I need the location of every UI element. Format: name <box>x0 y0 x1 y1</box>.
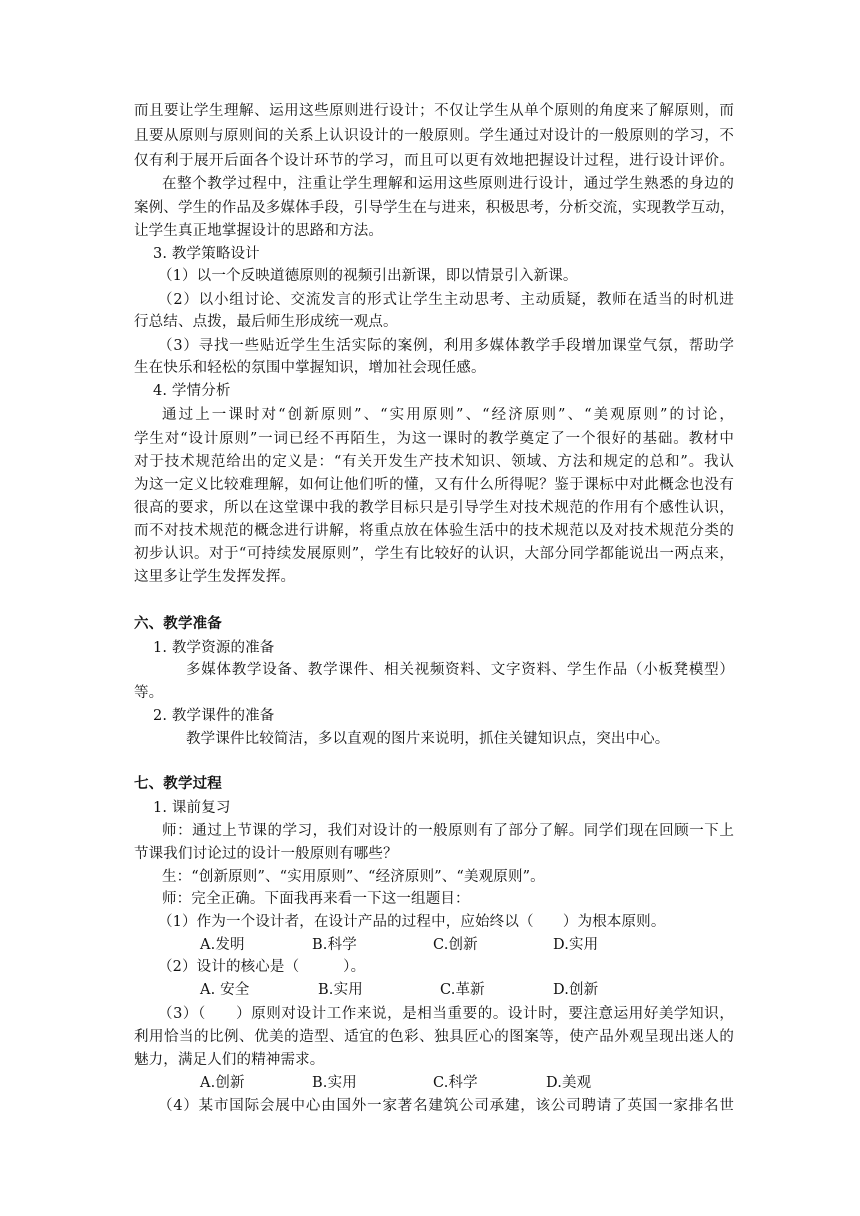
dialogue-line: 师：完全正确。下面我再来看一下这一组题目： <box>162 891 470 907</box>
body-text-line: 而不对技术规范的概念进行讲解，将重点放在体验生活中的技术规范以及对技术规范分类的 <box>134 523 734 539</box>
list-item: 生在快乐和轻松的氛围中掌握知识，增加社会现任感。 <box>134 360 486 376</box>
question-stem: 利用恰当的比例、优美的造型、适宜的色彩、独具匠心的图案等，使产品外观呈现出迷人的 <box>134 1029 734 1045</box>
section-title: 六、教学准备 <box>134 616 222 632</box>
body-text-line: 为这一定义比较难理解，如何让他们听的懂，又有什么所得呢？鉴于课标中对此概念也没有 <box>134 477 734 493</box>
subheading: 1. 课前复习 <box>153 800 231 816</box>
question-option: D.创新 <box>553 982 599 998</box>
body-text-line: 初步认识。对于“可持续发展原则”，学生有比较好的认识，大部分同学都能说出一两点来， <box>134 546 734 562</box>
question-stem: （2）设计的核心是（ ）。 <box>158 959 366 975</box>
body-text-line: 这里多让学生发挥发挥。 <box>134 569 296 585</box>
body-text-line: 且要从原则与原则间的关系上认识设计的一般原则。学生通过对设计的一般原则的学习，不 <box>134 128 734 144</box>
body-text-line: 等。 <box>134 685 164 701</box>
body-text-line: 教学课件比较简洁，多以直观的图片来说明，抓住关键知识点，突出中心。 <box>186 731 670 747</box>
body-text-line: 仅有利于展开后面各个设计环节的学习，而且可以更有效地把握设计过程，进行设计评价。 <box>134 153 734 169</box>
subheading: 2. 教学课件的准备 <box>153 708 275 724</box>
list-item: （2）以小组讨论、交流发言的形式让学生主动思考、主动质疑，教师在适当的时机进 <box>158 292 734 308</box>
question-stem: 魅力，满足人们的精神需求。 <box>134 1052 325 1068</box>
question-option: B.实用 <box>312 1075 357 1091</box>
question-stem: （3）（ ）原则对设计工作来说，是相当重要的。设计时，要注意运用好美学知识， <box>158 1006 734 1022</box>
question-option: D.实用 <box>553 937 599 953</box>
list-item: （1）以一个反映道德原则的视频引出新课，即以情景引入新课。 <box>158 268 578 284</box>
body-text-line: 对于技术规范给出的定义是：“有关开发生产技术知识、领域、方法和规定的总和”。我认 <box>134 454 734 470</box>
body-text-line: 让学生真正地掌握设计的思路和方法。 <box>134 223 384 239</box>
section-title: 七、教学过程 <box>134 776 222 792</box>
list-item: 行总结、点拨，最后师生形成统一观点。 <box>134 314 398 330</box>
question-stem: （1）作为一个设计者，在设计产品的过程中，应始终以（ ）为根本原则。 <box>158 914 666 930</box>
question-option: D.美观 <box>546 1075 592 1091</box>
body-text-line: 在整个教学过程中，注重让学生理解和运用这些原则进行设计，通过学生熟悉的身边的 <box>162 176 734 192</box>
body-text-line: 案例、学生的作品及多媒体手段，引导学生在与进来，积极思考，分析交流，实现教学互动， <box>134 200 735 216</box>
subheading: 4. 学情分析 <box>153 383 231 399</box>
question-option: B.科学 <box>312 937 357 953</box>
dialogue-line: 生：“创新原则”、“实用原则”、“经济原则”、“美观原则”。 <box>162 869 545 885</box>
subheading: 1. 教学资源的准备 <box>153 640 275 656</box>
body-text-line: 通过上一课时对“创新原则”、“实用原则”、“经济原则”、“美观原则”的讨论， <box>162 407 734 423</box>
question-option: A.发明 <box>200 937 245 953</box>
question-option: C.革新 <box>440 982 485 998</box>
question-option: B.实用 <box>318 982 363 998</box>
body-text-line: 很高的要求，所以在这堂课中我的教学目标只是引导学生对技术规范的作用有个感性认识， <box>134 500 734 516</box>
question-option: A.创新 <box>200 1075 245 1091</box>
subheading: 3. 教学策略设计 <box>153 246 260 262</box>
question-stem: （4）某市国际会展中心由国外一家著名建筑公司承建，该公司聘请了英国一家排名世 <box>158 1098 734 1114</box>
question-option: A. 安全 <box>200 982 250 998</box>
question-option: C.科学 <box>433 1075 478 1091</box>
dialogue-line: 师：通过上节课的学习，我们对设计的一般原则有了部分了解。同学们现在回顾一下上 <box>162 823 734 839</box>
list-item: （3）寻找一些贴近学生生活实际的案例，利用多媒体教学手段增加课堂气氛，帮助学 <box>158 338 734 354</box>
body-text-line: 多媒体教学设备、教学课件、相关视频资料、文字资料、学生作品（小板凳模型） <box>186 662 734 678</box>
body-text-line: 而且要让学生理解、运用这些原则进行设计；不仅让学生从单个原则的角度来了解原则，而 <box>134 103 734 119</box>
body-text-line: 学生对“设计原则”一词已经不再陌生，为这一课时的教学奠定了一个很好的基础。教材中 <box>134 431 734 447</box>
question-option: C.创新 <box>433 937 478 953</box>
dialogue-line: 节课我们讨论过的设计一般原则有哪些？ <box>134 846 398 862</box>
